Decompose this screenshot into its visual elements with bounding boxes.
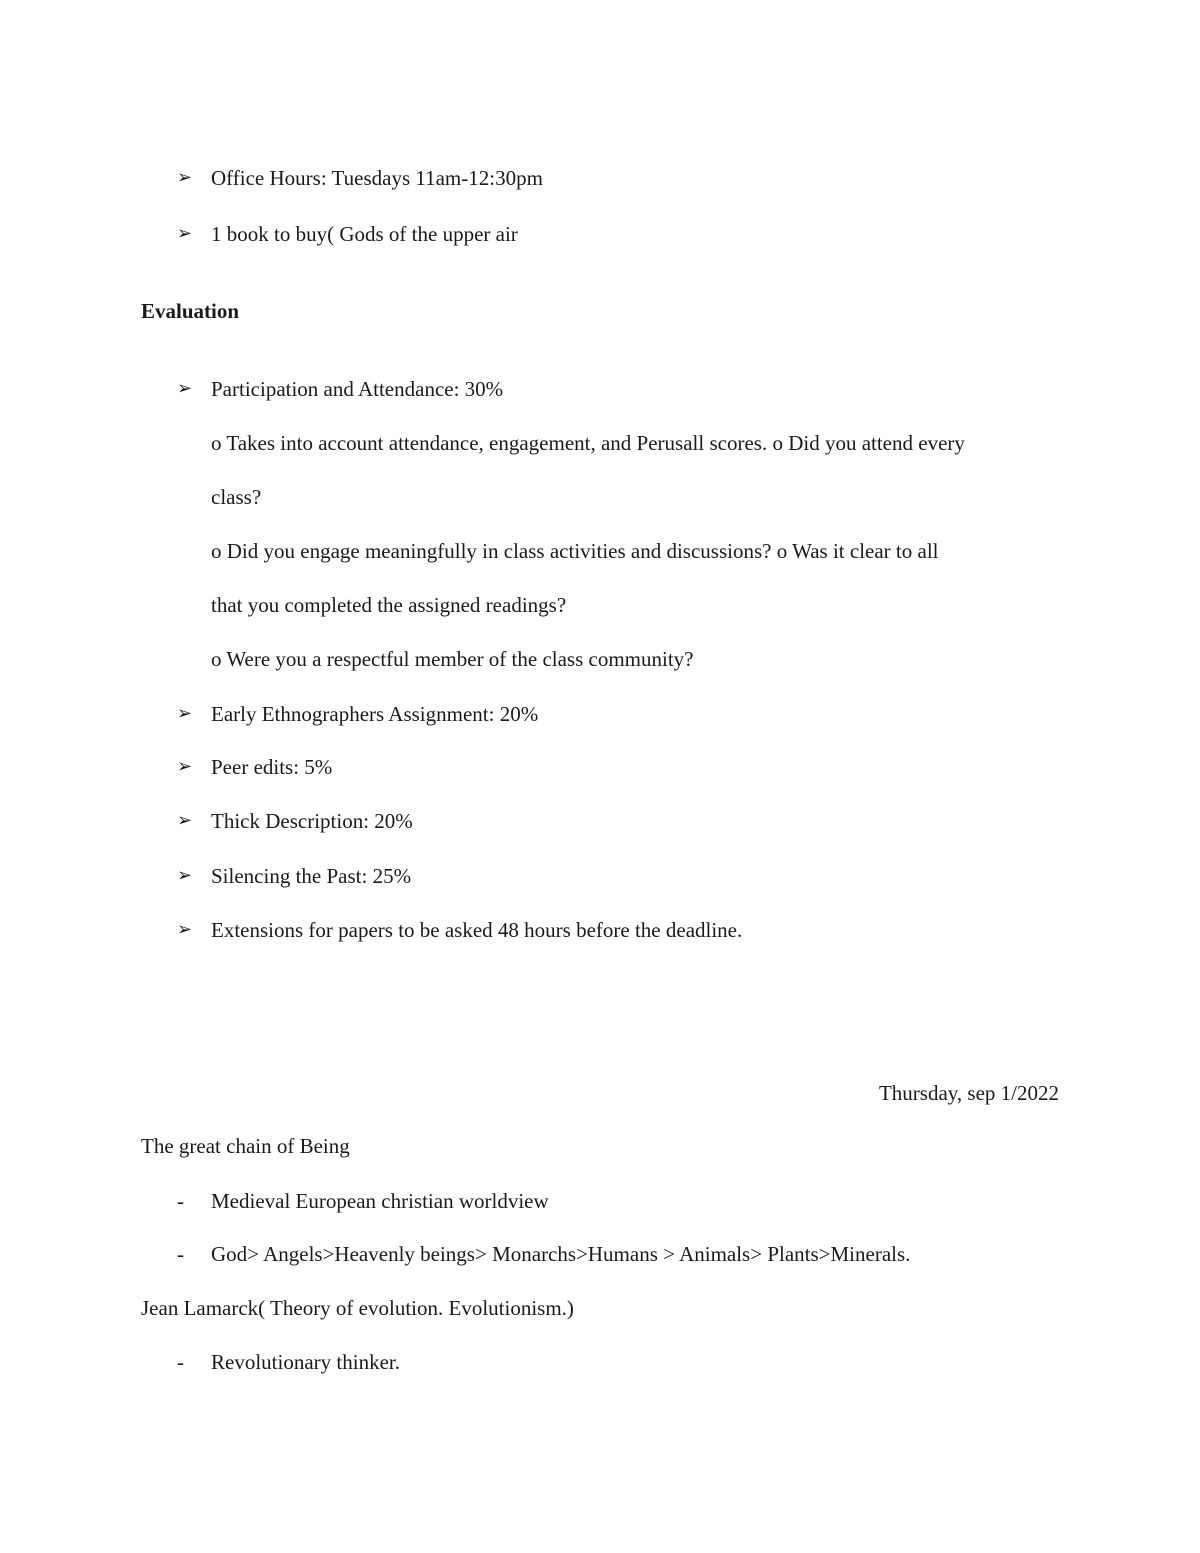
topic-item: God> Angels>Heavenly beings> Monarchs>Humans > Animals> Plants>Minerals. — [211, 1242, 911, 1266]
evaluation-item: Peer edits: 5% — [211, 755, 333, 779]
arrow-bullet-icon: ➢ — [177, 810, 193, 831]
evaluation-item: Thick Description: 20% — [211, 809, 413, 833]
sub-line: class? — [211, 485, 262, 509]
arrow-bullet-icon: ➢ — [177, 919, 193, 940]
note-date: Thursday, sep 1/2022 — [878, 1081, 1059, 1105]
sub-line: o Were you a respectful member of the class community? — [211, 647, 694, 671]
arrow-bullet-icon: ➢ — [177, 865, 193, 886]
sub-line: o Takes into account attendance, engagement, and Perusall scores. o Did you attend every — [211, 431, 965, 455]
arrow-bullet-icon: ➢ — [177, 703, 193, 724]
arrow-bullet-icon: ➢ — [177, 167, 193, 188]
topic-title: Jean Lamarck( Theory of evolution. Evolutionism.) — [141, 1296, 574, 1320]
arrow-bullet-icon: ➢ — [177, 378, 193, 399]
office-hours-text: Office Hours: Tuesdays 11am-12:30pm — [211, 166, 543, 190]
evaluation-item: Silencing the Past: 25% — [211, 864, 412, 888]
evaluation-item: Early Ethnographers Assignment: 20% — [211, 702, 539, 726]
sub-line: that you completed the assigned readings? — [211, 593, 567, 617]
topic-title: The great chain of Being — [141, 1134, 350, 1158]
topic-item: Medieval European christian worldview — [211, 1189, 549, 1213]
arrow-bullet-icon: ➢ — [177, 756, 193, 777]
evaluation-heading: Evaluation — [141, 299, 240, 323]
evaluation-item: Extensions for papers to be asked 48 hours before the deadline. — [211, 918, 743, 942]
dash-bullet-icon: - — [177, 1242, 184, 1266]
dash-bullet-icon: - — [177, 1189, 184, 1213]
dash-bullet-icon: - — [177, 1350, 184, 1374]
book-text: 1 book to buy( Gods of the upper air — [211, 222, 518, 246]
topic-item: Revolutionary thinker. — [211, 1350, 400, 1374]
sub-line: o Did you engage meaningfully in class activities and discussions? o Was it clear to all — [211, 539, 939, 563]
arrow-bullet-icon: ➢ — [177, 223, 193, 244]
participation-text: Participation and Attendance: 30% — [211, 377, 504, 401]
